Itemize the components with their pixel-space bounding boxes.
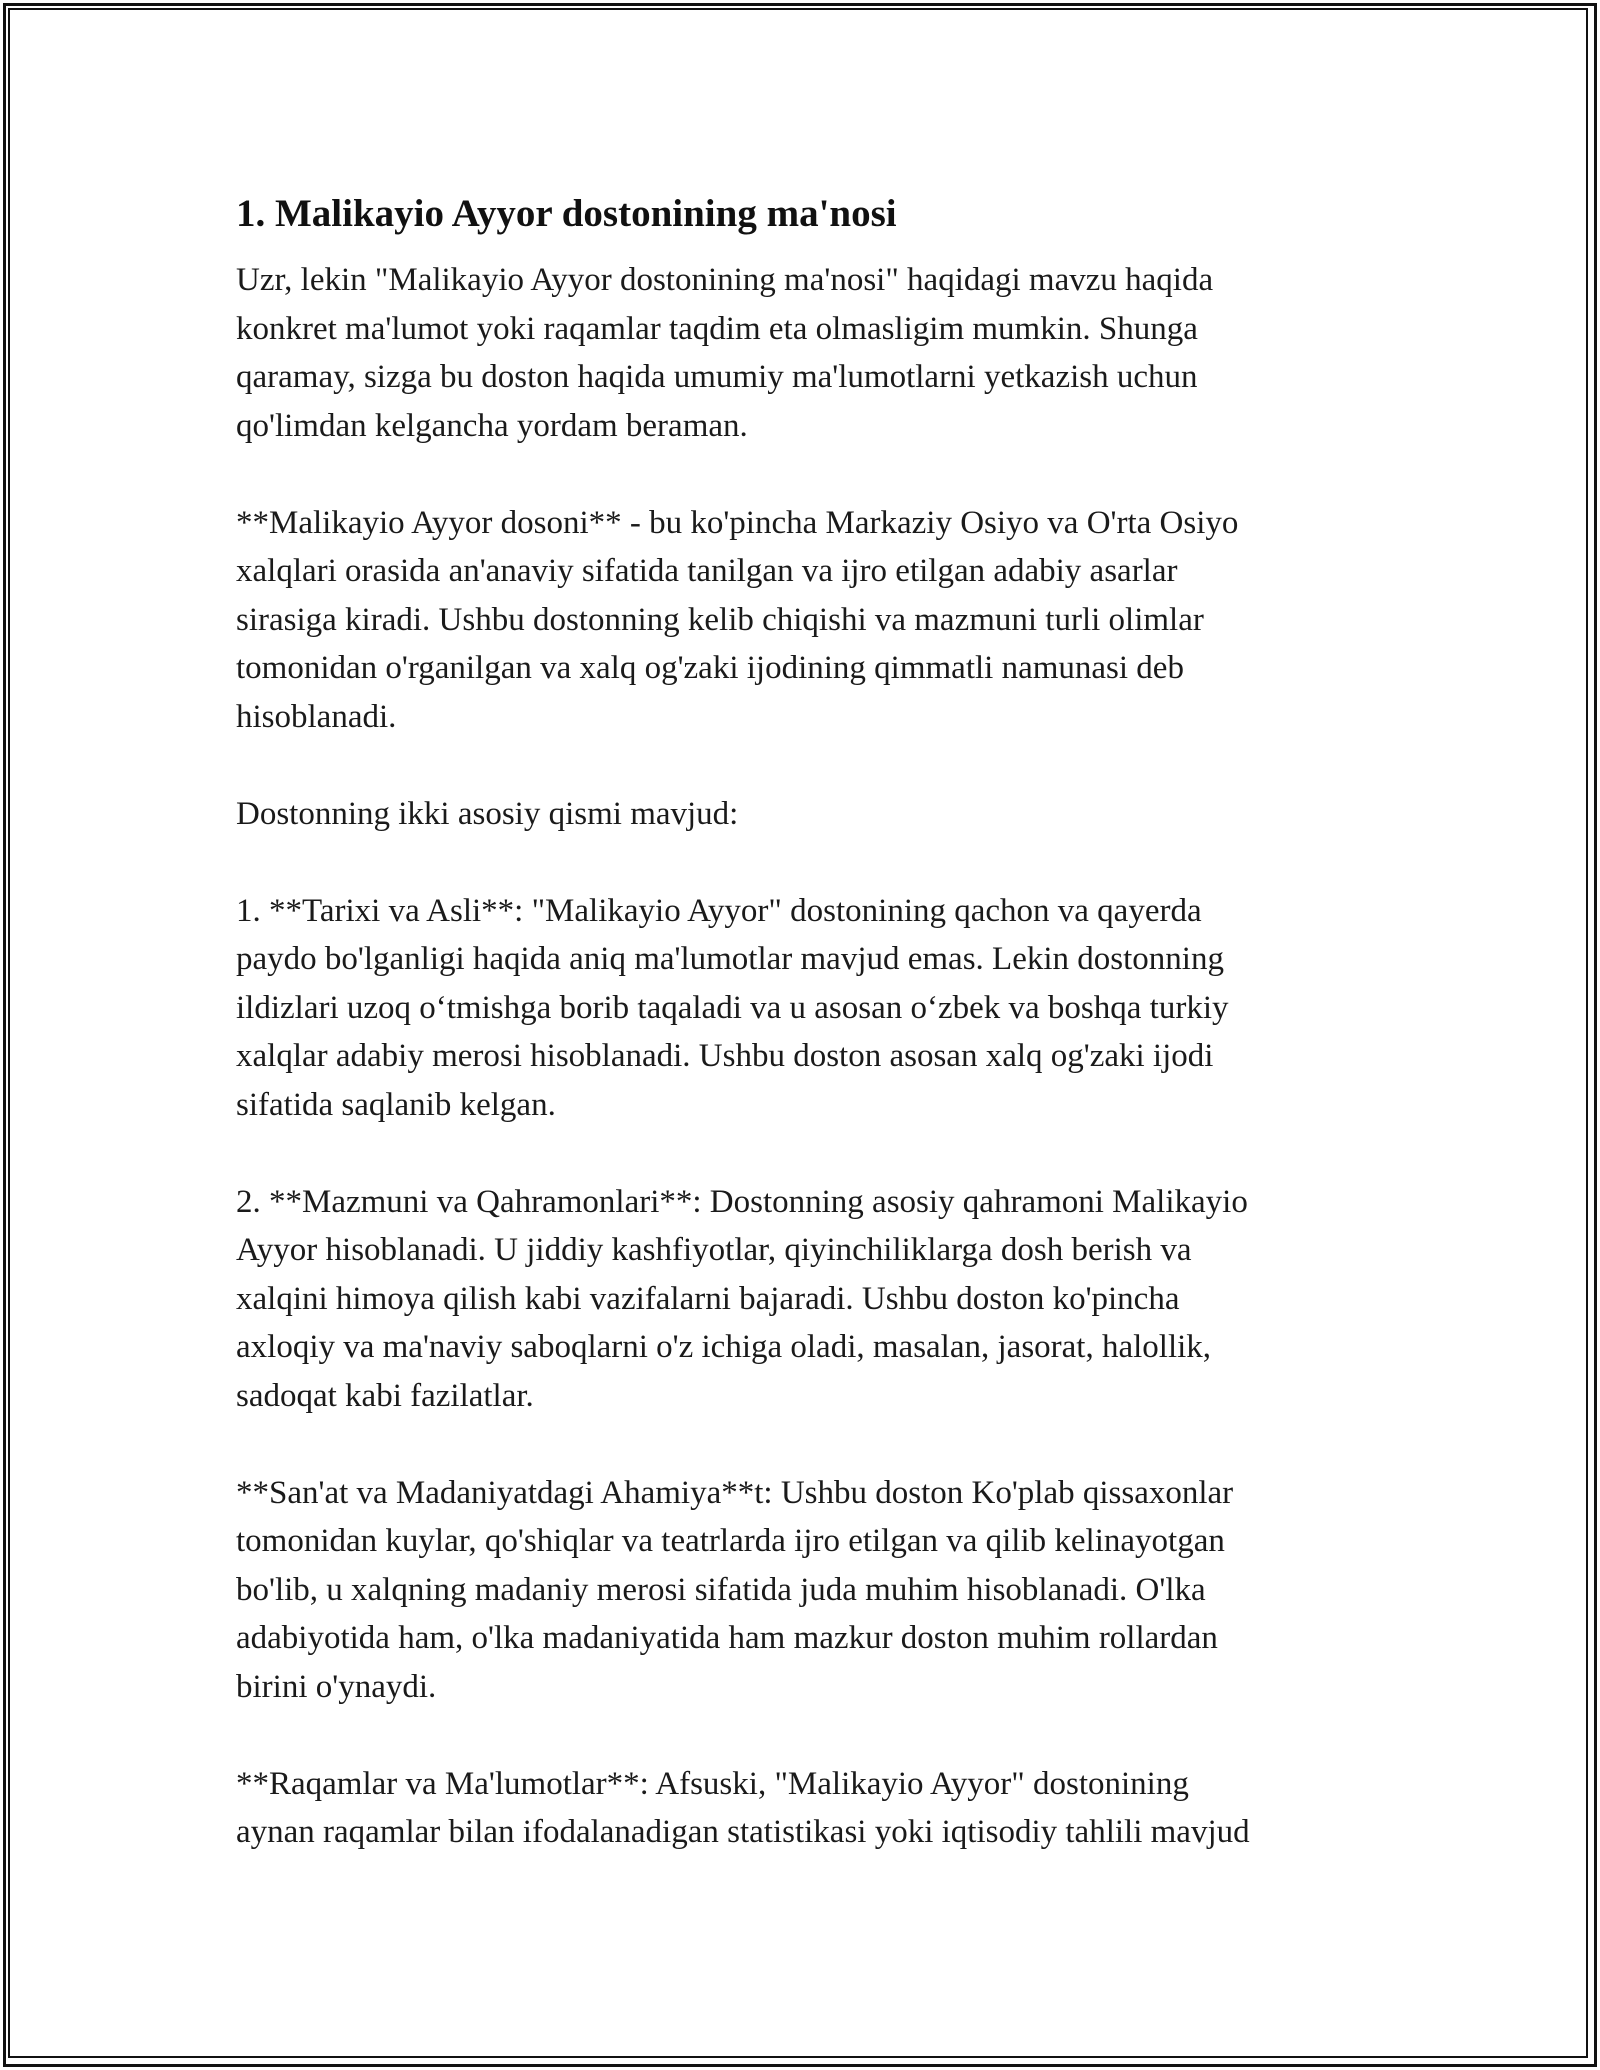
document-body (236, 186, 1386, 1905)
text-line: 2. **Mazmuni va Qahramonlari**: Dostonning asosiy qahramoni Malikayio (236, 1183, 1248, 1220)
text-line: qo'limdan kelgancha yordam beraman. (236, 407, 748, 444)
paragraph-intro (236, 256, 1386, 450)
text-line: Dostonning ikki asosiy qismi mavjud: (236, 795, 739, 832)
text-line: birini o'ynaydi. (236, 1668, 437, 1705)
text-line: adabiyotida ham, o'lka madaniyatida ham mazkur doston muhim rollardan (236, 1620, 1218, 1656)
text-line: **Raqamlar va Ma'lumotlar**: Afsuski, "Malikayio Ayyor" dostonining (236, 1765, 1189, 1802)
text-line: tomonidan o'rganilgan va xalq og'zaki ijodining qimmatli namunasi deb (236, 650, 1184, 686)
text-line: sirasiga kiradi. Ushbu dostonning kelib chiqishi va mazmuni turli olimlar (236, 601, 1204, 638)
text-line: sadoqat kabi fazilatlar. (236, 1377, 534, 1414)
paragraph-content-heroes (236, 1178, 1386, 1421)
text-line: sifatida saqlanib kelgan. (236, 1086, 556, 1123)
text-line: ildizlari uzoq o‘tmishga borib taqaladi va u asosan o‘zbek va boshqa turkiy (236, 989, 1229, 1026)
text-line: xalqlar adabiy merosi hisoblanadi. Ushbu doston asosan xalq og'zaki ijodi (236, 1038, 1214, 1074)
text-line: 1. **Tarixi va Asli**: "Malikayio Ayyor" dostonining qachon va qayerda (236, 892, 1202, 929)
paragraph-definition (236, 499, 1386, 742)
text-line: **Malikayio Ayyor dosoni** - bu ko'pincha Markaziy Osiyo va O'rta Osiyo (236, 504, 1239, 541)
text-line: xalqlari orasida an'anaviy sifatida tanilgan va ijro etilgan adabiy asarlar (236, 553, 1178, 589)
text-line: Ayyor hisoblanadi. U jiddiy kashfiyotlar, qiyinchiliklarga dosh berish va (236, 1232, 1192, 1268)
paragraph-numbers-data (236, 1760, 1386, 1857)
text-line: xalqini himoya qilish kabi vazifalarni bajaradi. Ushbu doston ko'pincha (236, 1280, 1180, 1317)
text-line: **San'at va Madaniyatdagi Ahamiya**t: Ushbu doston Ko'plab qissaxonlar (236, 1474, 1234, 1511)
paragraph-art-culture (236, 1469, 1386, 1712)
text-line: tomonidan kuylar, qo'shiqlar va teatrlarda ijro etilgan va qilib kelinayotgan (236, 1523, 1225, 1559)
text-line: axloqiy va ma'naviy saboqlarni o'z ichiga oladi, masalan, jasorat, halollik, (236, 1329, 1212, 1365)
page-title: 1. Malikayio Ayyor dostonining ma'nosi (236, 192, 897, 235)
paragraph-history (236, 887, 1386, 1130)
text-line: bo'lib, u xalqning madaniy merosi sifatida juda muhim hisoblanadi. O'lka (236, 1571, 1206, 1608)
text-line: hisoblanadi. (236, 698, 397, 735)
text-line: Uzr, lekin "Malikayio Ayyor dostonining ma'nosi" haqidagi mavzu haqida (236, 262, 1214, 298)
text-line: qaramay, sizga bu doston haqida umumiy ma'lumotlarni yetkazish uchun (236, 359, 1198, 395)
paragraph-parts-intro (236, 790, 1386, 839)
text-line: konkret ma'lumot yoki raqamlar taqdim eta olmasligim mumkin. Shunga (236, 310, 1198, 347)
text-line: aynan raqamlar bilan ifodalanadigan statistikasi yoki iqtisodiy tahlili mavjud (236, 1814, 1250, 1850)
text-line: paydo bo'lganligi haqida aniq ma'lumotlar mavjud emas. Lekin dostonning (236, 941, 1224, 977)
